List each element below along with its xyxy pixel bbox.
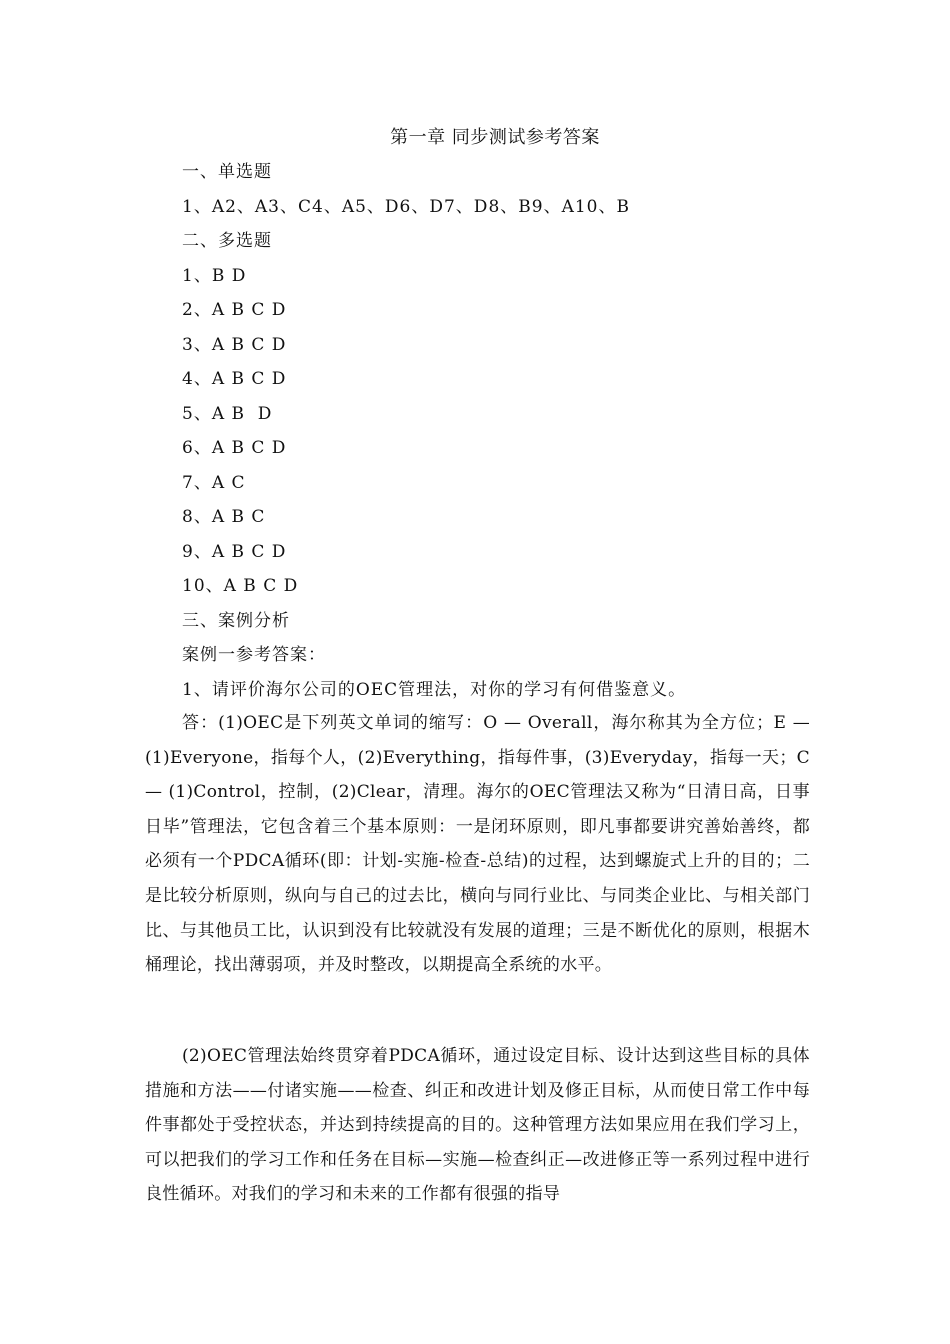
multi-choice-answer: 1、B D: [182, 266, 247, 286]
multi-choice-answer: 10、A B C D: [182, 576, 299, 596]
section-heading-multi-choice: 二、多选题: [182, 231, 272, 251]
multi-choice-answer: 7、A C: [182, 473, 246, 493]
case-question-1: 1、请评价海尔公司的OEC管理法，对你的学习有何借鉴意义。: [182, 680, 687, 700]
answer-paragraph-2: (2)OEC管理法始终贯穿着PDCA循环，通过设定目标、设计达到这些目标的具体措施和方法——付诸实施——检查、纠正和改进计划及修正目标，从而使日常工作中每件事都处于受控状态，并达到持续提高的目的。这种管理方法如果应用在我们学习上，可以把我们的学习工作和任务在目标—实施—检查纠正—改进修正等一系列过程中进行良性循环。对我们的学习和未来的工作都有很强的指导: [145, 1046, 810, 1205]
multi-choice-answer: 3、A B C D: [182, 335, 287, 355]
multi-choice-answer: 2、A B C D: [182, 300, 287, 320]
single-choice-answers: 1、A2、A3、C4、A5、D6、D7、D8、B9、A10、B: [182, 197, 630, 217]
page-title: 第一章 同步测试参考答案: [390, 127, 600, 148]
multi-choice-answer: 8、A B C: [182, 507, 266, 527]
multi-choice-answer: 9、A B C D: [182, 542, 287, 562]
multi-choice-answer: 6、A B C D: [182, 438, 287, 458]
answer-paragraph-1: 答：(1)OEC是下列英文单词的缩写：O — Overall，海尔称其为全方位；E — (1)Everyone，指每个人，(2)Everything，指每件事，(3)Everyday，指每一天；C — (1)Control，控制，(2)Clear，清理。海尔的OEC管理法又称为“日清日高，日事日毕”管理法，它包含着三个基本原则：一是闭环原则，即凡事都要讲究善始善终，都必须有一个PDCA循环(即：计划-实施-检查-总结)的过程，达到螺旋式上升的目的；二是比较分析原则，纵向与自己的过去比，横向与同行业比、与同类企业比、与相关部门比、与其他员工比，认识到没有比较就没有发展的道理；三是不断优化的原则，根据木桶理论，找出薄弱项，并及时整改，以期提高全系统的水平。: [145, 713, 810, 976]
section-heading-single-choice: 一、单选题: [182, 162, 272, 182]
multi-choice-answer: 5、A B D: [182, 404, 273, 424]
case-one-heading: 案例一参考答案：: [182, 645, 326, 665]
section-heading-case-analysis: 三、案例分析: [182, 611, 290, 631]
multi-choice-answer: 4、A B C D: [182, 369, 287, 389]
